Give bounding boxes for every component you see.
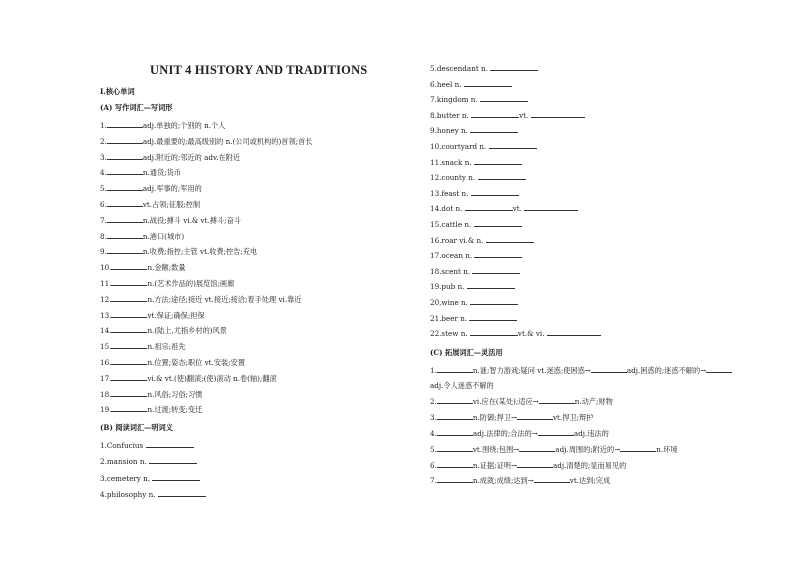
answer-blank[interactable] <box>591 366 627 373</box>
answer-blank[interactable] <box>437 445 473 452</box>
vocab-item <box>100 247 257 255</box>
answer-blank[interactable] <box>107 247 143 254</box>
item-text: 3. <box>100 152 107 162</box>
answer-blank[interactable] <box>437 397 473 404</box>
item-text: 13. <box>100 310 112 320</box>
item-text: n.(陆上,尤指乡村的)风景 <box>147 326 227 336</box>
answer-blank[interactable] <box>107 137 143 144</box>
item-text: 10.courtyard n. <box>430 142 487 151</box>
item-text: n.方法;途径;接近 vt.接近;接洽;着手处理 vi.靠近 <box>147 294 302 304</box>
item-text: 12. <box>100 294 112 304</box>
item-text: n.祖宗;祖先 <box>147 342 186 352</box>
vocab-item <box>430 445 678 453</box>
item-text: 16.roar vi.& n. <box>430 235 484 245</box>
subsection-a-heading: (A) 写作词汇—写词形 <box>100 103 173 112</box>
item-text: adj.困惑的;迷惑不解的→ <box>626 365 707 375</box>
answer-blank[interactable] <box>107 121 143 128</box>
vocab-item <box>100 121 225 129</box>
item-text: adj.单独的;个别的 n.个人 <box>142 121 226 130</box>
item-text: 9.honey n. <box>430 126 468 136</box>
vocab-item <box>430 366 732 374</box>
item-text: adj.军事的;军用的 <box>142 184 202 194</box>
answer-blank[interactable] <box>111 326 147 333</box>
vocab-item <box>430 251 522 259</box>
vocab-item <box>430 461 626 469</box>
item-text: 5. <box>100 184 107 194</box>
item-text: 2.mansion n. <box>100 457 147 467</box>
item-text: 4.philosophy n. <box>100 489 156 499</box>
item-text: 2. <box>100 136 107 146</box>
answer-blank[interactable] <box>437 461 473 468</box>
vocab-item <box>100 441 194 449</box>
answer-blank[interactable] <box>152 474 200 481</box>
vocab-item <box>100 279 234 287</box>
item-text: 6.heel n. <box>430 79 462 89</box>
item-text: 21.beer n. <box>430 313 468 323</box>
vocab-item <box>100 374 277 382</box>
item-text: 9. <box>100 247 107 257</box>
answer-blank[interactable] <box>490 64 538 71</box>
answer-blank[interactable] <box>111 390 147 397</box>
item-text: vt. <box>512 204 522 214</box>
item-text: 14. <box>100 326 112 336</box>
vocab-item <box>430 413 593 421</box>
answer-blank[interactable] <box>534 476 570 483</box>
vocab-item <box>430 142 537 150</box>
item-text: n.证据;证明→ <box>472 460 517 470</box>
item-text: vt. <box>519 110 529 120</box>
item-text: 18.scent n. <box>430 266 471 276</box>
vocab-item <box>430 126 518 134</box>
item-text: 20.wine n. <box>430 298 468 307</box>
answer-blank[interactable] <box>111 342 147 349</box>
item-text: 7. <box>100 215 107 225</box>
answer-blank[interactable] <box>524 204 578 211</box>
item-text: 10. <box>100 263 112 273</box>
item-text: vt.围绕;包围→ <box>472 444 520 454</box>
answer-blank[interactable] <box>474 251 522 258</box>
answer-blank[interactable] <box>478 173 526 180</box>
answer-blank[interactable] <box>107 200 143 207</box>
vocab-item <box>430 173 526 181</box>
item-text: 7.kingdom n. <box>430 95 478 105</box>
item-text: adj.清楚的;显而易见的 <box>552 460 627 470</box>
item-text: vt.保证;确保;担保 <box>147 310 205 320</box>
vocab-item <box>100 153 240 161</box>
item-text: vi.& vt.(使)翻滚;(使)滚动 n.卷(轴);翻滚 <box>147 373 277 383</box>
answer-blank[interactable] <box>111 405 147 412</box>
item-text: 14.dot n. <box>430 204 463 214</box>
item-text: vt.捍卫;辩护 <box>552 413 594 423</box>
item-text: n.成就;成绩;达到→ <box>472 476 534 486</box>
answer-blank[interactable] <box>470 329 518 336</box>
answer-blank[interactable] <box>471 189 519 196</box>
vocab-item <box>430 382 494 389</box>
vocab-item <box>100 326 227 334</box>
item-text: 8.butter n. <box>430 110 469 120</box>
vocab-item <box>100 216 241 224</box>
item-text: n.位置;姿态;职位 vt.安装;安置 <box>147 358 246 367</box>
vocab-item <box>100 184 202 192</box>
item-text: 17. <box>100 373 112 383</box>
vocab-item <box>100 168 181 176</box>
item-text: 3. <box>430 413 437 423</box>
item-text: 5.descendant n. <box>430 64 488 73</box>
item-text: adj.令人迷惑不解的 <box>430 380 494 390</box>
item-text: 11.snack n. <box>430 157 472 167</box>
item-text: 1. <box>430 365 437 375</box>
answer-blank[interactable] <box>437 476 473 483</box>
answer-blank[interactable] <box>149 457 197 464</box>
item-text: 4. <box>430 429 437 438</box>
item-text: 17.ocean n. <box>430 251 473 261</box>
page-title: UNIT 4 HISTORY AND TRADITIONS <box>150 63 368 77</box>
vocab-item <box>100 200 200 208</box>
answer-blank[interactable] <box>111 295 147 302</box>
item-text: adj.最重要的;最高级别的 n.(公司或机构的)首领;首长 <box>142 136 313 146</box>
vocab-item <box>430 329 601 337</box>
item-text: vt.达到;完成 <box>569 476 611 486</box>
vocab-item <box>430 298 518 306</box>
item-text: 16. <box>100 358 112 367</box>
answer-blank[interactable] <box>620 445 656 452</box>
vocab-item <box>100 358 245 366</box>
answer-blank[interactable] <box>107 232 143 239</box>
answer-blank[interactable] <box>471 111 519 118</box>
vocab-item <box>430 95 528 103</box>
vocab-item <box>430 397 613 405</box>
item-text: adj.附近的;邻近的 adv.在附近 <box>142 152 241 162</box>
answer-blank[interactable] <box>158 490 206 497</box>
item-text: 7. <box>430 476 437 486</box>
vocab-item <box>430 429 609 437</box>
vocab-item <box>430 158 522 166</box>
vocab-item <box>100 232 184 240</box>
answer-blank[interactable] <box>472 267 520 274</box>
item-text: 19. <box>100 405 112 415</box>
answer-blank[interactable] <box>539 397 575 404</box>
item-text: 13.feast n. <box>430 188 469 198</box>
answer-blank[interactable] <box>111 311 147 318</box>
answer-blank[interactable] <box>470 126 518 133</box>
item-text: 15. <box>100 342 112 352</box>
item-text: n.风俗;习俗;习惯 <box>147 389 203 399</box>
answer-blank[interactable] <box>538 429 574 436</box>
item-text: 1.Confucius <box>100 441 144 451</box>
answer-blank[interactable] <box>107 153 143 160</box>
answer-blank[interactable] <box>111 358 147 365</box>
item-text: 19.pub n. <box>430 282 465 292</box>
vocab-item <box>100 263 186 271</box>
answer-blank[interactable] <box>146 441 194 448</box>
section-heading: Ⅰ.核心单词 <box>100 87 135 96</box>
item-text: 2. <box>430 397 437 407</box>
item-text: 6. <box>430 460 437 470</box>
item-text: n.金额;数量 <box>147 263 186 273</box>
item-text: adj.违法的 <box>573 429 609 438</box>
answer-blank[interactable] <box>111 263 147 270</box>
item-text: n.港口(城市) <box>142 231 185 241</box>
subsection-c-heading: (C) 拓展词汇—灵活用 <box>430 347 503 357</box>
item-text: n.收费;指控;主管 vt.收费;控告;充电 <box>142 247 258 257</box>
item-text: 12.county n. <box>430 173 476 183</box>
answer-blank[interactable] <box>474 158 522 165</box>
vocab-item <box>430 476 610 484</box>
answer-blank[interactable] <box>111 279 147 286</box>
item-text: vi.应在(某处);适应→ <box>472 397 539 407</box>
vocab-item <box>430 267 520 275</box>
answer-blank[interactable] <box>469 314 517 321</box>
item-text: n.战役;搏斗 vi.& vt.搏斗;奋斗 <box>142 215 241 225</box>
item-text: adj.法律的;合法的→ <box>472 429 538 438</box>
vocab-item <box>430 282 515 290</box>
vocab-item <box>100 311 205 319</box>
item-text: vt.& vi. <box>517 329 545 339</box>
answer-blank[interactable] <box>470 298 518 305</box>
vocab-item <box>100 474 200 482</box>
answer-blank[interactable] <box>517 413 553 420</box>
item-text: 8. <box>100 231 107 241</box>
vocab-item <box>100 405 202 413</box>
vocab-item <box>100 457 197 465</box>
item-text: adj.周围的;附近的→ <box>555 444 621 454</box>
answer-blank[interactable] <box>474 220 522 227</box>
answer-blank[interactable] <box>107 168 143 175</box>
item-text: vt.占领;征服;控制 <box>142 200 201 209</box>
vocab-item <box>100 342 186 350</box>
item-text: 5. <box>430 444 437 454</box>
vocab-item <box>100 490 206 498</box>
vocab-item <box>430 189 519 197</box>
answer-blank[interactable] <box>706 366 732 373</box>
item-text: n.环境 <box>656 444 678 454</box>
answer-blank[interactable] <box>486 236 534 243</box>
answer-blank[interactable] <box>111 374 147 381</box>
vocab-item <box>430 80 512 88</box>
answer-blank[interactable] <box>107 216 143 223</box>
answer-blank[interactable] <box>107 184 143 191</box>
vocab-item <box>430 236 534 244</box>
answer-blank[interactable] <box>467 282 515 289</box>
item-text: n.谜;智力游戏;疑问 vt.迷惑;使困惑→ <box>472 365 591 375</box>
item-text: 22.stew n. <box>430 329 468 339</box>
vocab-item <box>430 204 578 212</box>
item-text: 15.cattle n. <box>430 220 472 229</box>
vocab-item <box>100 390 202 398</box>
answer-blank[interactable] <box>437 429 473 436</box>
answer-blank[interactable] <box>437 413 473 420</box>
answer-blank[interactable] <box>519 445 555 452</box>
vocab-item <box>430 220 522 228</box>
item-text: n.通货;货币 <box>142 168 181 178</box>
item-text: 3.cemetery n. <box>100 473 151 483</box>
item-text: 18. <box>100 389 112 399</box>
item-text: 6. <box>100 200 107 209</box>
item-text: 4. <box>100 168 107 178</box>
item-text: 1. <box>100 121 107 130</box>
answer-blank[interactable] <box>465 204 513 211</box>
item-text: 11. <box>100 279 112 288</box>
answer-blank[interactable] <box>480 95 528 102</box>
vocab-item <box>430 314 517 322</box>
answer-blank[interactable] <box>547 329 601 336</box>
vocab-item <box>430 111 585 119</box>
answer-blank[interactable] <box>437 366 473 373</box>
vocab-item <box>100 137 312 145</box>
vocab-item <box>430 64 538 72</box>
item-text: n.过渡;转变;变迁 <box>147 405 203 415</box>
subsection-b-heading: (B) 阅读词汇—明词义 <box>100 423 173 433</box>
answer-blank[interactable] <box>489 142 537 149</box>
answer-blank[interactable] <box>531 111 585 118</box>
vocab-item <box>100 295 302 303</box>
answer-blank[interactable] <box>464 80 512 87</box>
item-text: n.(艺术作品的)展览馆;画廊 <box>147 279 235 288</box>
item-text: n.动产;财物 <box>574 397 613 407</box>
answer-blank[interactable] <box>517 461 553 468</box>
item-text: n.防御;捍卫→ <box>472 413 517 423</box>
